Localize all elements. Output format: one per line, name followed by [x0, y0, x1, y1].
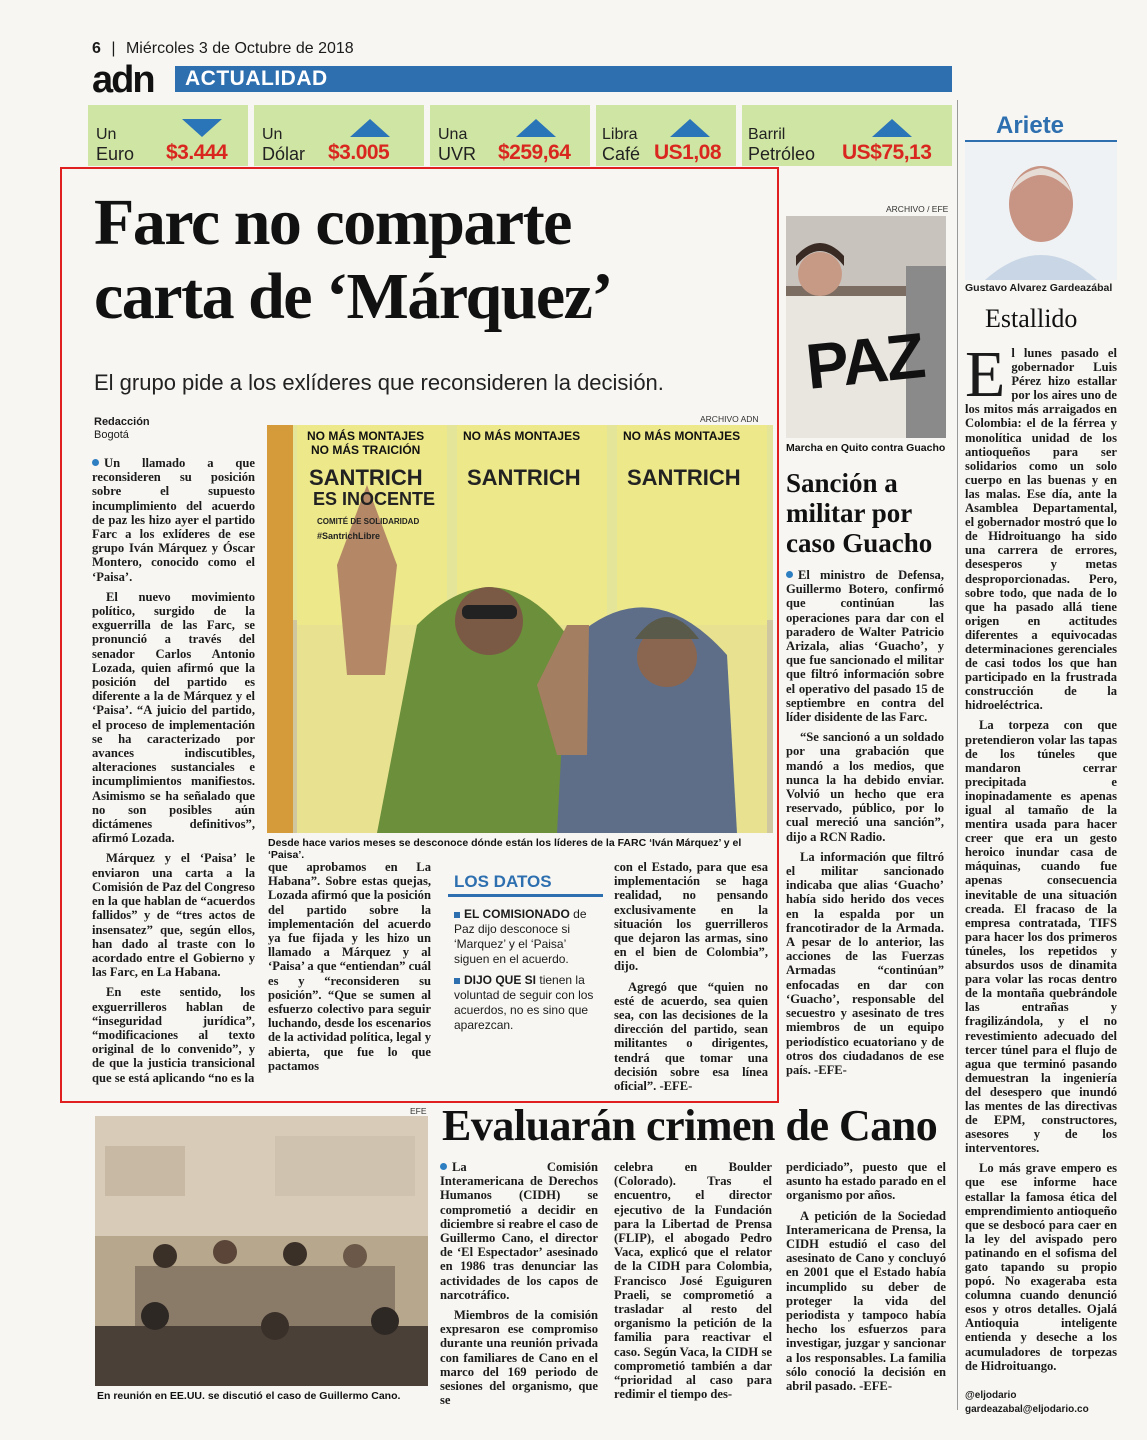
- ticker-label-1: Un: [262, 126, 283, 143]
- bottom-photo-credit: EFE: [410, 1106, 427, 1116]
- side-headline: Sanción a militar por caso Guacho: [786, 468, 933, 558]
- photo-credit: ARCHIVO ADN: [700, 414, 759, 424]
- main-column-right: [614, 860, 768, 1099]
- column-section: Ariete: [996, 112, 1065, 139]
- main-subtitle: El grupo pide a los exlíderes que reconsideren la decisión.: [94, 370, 664, 395]
- datos-item: [454, 973, 603, 1033]
- side-photo: [786, 216, 946, 438]
- main-headline: [94, 186, 764, 334]
- paragraph: En este sentido, los exguerrilleros hablan de “inseguridad jurídica”, “modificaciones al texto original de lo convenido”, y de que la justicia transicional que se está aplicando “no es la: [92, 985, 255, 1085]
- ticker-value: $259,64: [498, 141, 571, 164]
- ticker-label-1: Un: [96, 126, 117, 143]
- ticker-value: $3.005: [328, 141, 390, 164]
- paragraph: con el Estado, para que esa implementación se haga realidad, no pensando exclusivamente en la situación los guerrilleros que dejaron las armas, sino en el bien de Colombia”, dijo.: [614, 860, 768, 974]
- datos-lead: DIJO QUE SI: [464, 973, 537, 987]
- poster-text-1b: NO MÁS MONTAJES: [463, 429, 581, 443]
- ticker-value: $3.444: [166, 141, 228, 164]
- byline-author: Redacción: [94, 416, 150, 428]
- brand-logo: adn: [92, 59, 154, 101]
- dropcap: E: [965, 338, 1006, 411]
- paragraph: El nuevo movimiento político, surgido de la exguerrilla de las Farc, se pronunció a través del senador Carlos Antonio Lozada, quien afirmó que la posición del partido es diferente a la de Márquez y el ‘Paisa’. “A juicio del partido, el proceso de implementación se ha caracterizado por avances indiscutibles, alteraciones sustanciales e incumplimientos manifiestos. Asimismo se ha señalado que no son posibles aún dictámenes definitivos”, afirmó Lozada.: [92, 589, 255, 846]
- page-number: 6: [92, 40, 101, 57]
- bottom-photo: [95, 1116, 428, 1386]
- ticker-petroleo: [742, 105, 952, 166]
- paragraph: A petición de la Sociedad Interamericana de Prensa, la CIDH estudió el caso del asesinato de Cano y concluyó en 2001 que el Estado había incumplido su deber de proteger la vida del periodista y tampoco había hecho los esfuerzos para investigar, juzgar y sancionar a los responsables. La familia sólo conoció la decisión en abril pasado. -EFE-: [786, 1208, 946, 1394]
- bullet-icon: [440, 1163, 447, 1170]
- paragraph: Márquez y el ‘Paisa’ le enviaron una carta a la Comisión de Paz del Congreso en la que hablan de “acuerdos fallidos” y de “tres actos de insensatez” que, según ellos, han dado al traste con lo acordado entre el Gobierno y las Farc, en La Habana.: [92, 851, 255, 980]
- ticker-value: US1,08: [654, 141, 722, 164]
- poster-text-4: ES INOCENTE: [313, 489, 436, 509]
- bottom-photo-caption: En reunión en EE.UU. se discutió el caso de Guillermo Cano.: [97, 1390, 401, 1402]
- bottom-column-3: [786, 1160, 946, 1399]
- trend-up-icon: [670, 119, 710, 137]
- bottom-headline: Evaluarán crimen de Cano: [442, 1101, 938, 1150]
- byline-location: Bogotá: [94, 429, 129, 441]
- datos-text: de Paz dijo desconoce si ‘Marquez’ y el ‘Paisa’ siguen en el acuerdo.: [454, 907, 587, 966]
- poster-text-2: NO MÁS TRAICIÓN: [311, 443, 421, 457]
- trend-up-icon: [516, 119, 556, 137]
- section-bar: [175, 66, 952, 92]
- market-ticker: [88, 105, 952, 167]
- trend-down-icon: [182, 119, 222, 137]
- bullet-icon: [92, 459, 99, 466]
- poster-text-1c: NO MÁS MONTAJES: [623, 429, 741, 443]
- square-bullet-icon: [454, 978, 460, 984]
- column-body: [965, 338, 1117, 1379]
- page-date: Miércoles 3 de Octubre de 2018: [125, 40, 354, 57]
- paragraph: El lunes pasado el gobernador Luis Pérez hizo estallar por los aires uno de los mitos más arraigados en Colombia: el de la férrea y monolítica unidad de los antioqueños para ser solidarios como un solo cuerpo en las buenas y en las malas. Ese día, ante la Asamblea Departamental, el gobernador mostró que lo de Hidroituango ha sido una carrera de errores, desesperos y metas desproporcionadas. Pero, sobre todo, que nada de lo que ha pasado allá tiene origen en actitudes diferentes a equivocadas determinaciones gerenciales de casi todos los que han participado en la frustrada construcción de la hidroeléctrica.: [965, 338, 1117, 713]
- paragraph: Lo más grave empero es que ese informe hace estallar la famosa ética del emprendimiento antioqueño que se desbocó para caer en la ley del avispado pero patinando en el sofisma del gato tapando su propio popó. No exageraba esta columna cuando denunció esos y otros detalles. Ojalá Antioquia inteligente entienda y deseche a los acumuladores de torpezas de Hidroituango.: [965, 1161, 1117, 1373]
- ticker-cafe: [596, 105, 736, 166]
- ticker-dolar: [254, 105, 424, 166]
- paragraph: perdiciado”, puesto que el asunto ha estado parado en el organismo por años.: [786, 1160, 946, 1203]
- bullet-icon: [786, 571, 793, 578]
- ticker-euro: [88, 105, 248, 166]
- paragraph: “Se sancionó a un soldado por una grabación que mandó a los medios, que nunca la ha debido enviar. Volvió un hecho que era reservado, público, por lo cual mereció una sanción”, dijo a RCN Radio.: [786, 730, 944, 844]
- paragraph: La torpeza con que pretendieron volar las tapas de los túneles que mandaron cerrar precipitada e inopinadamente es apenas igual al tamaño de la mentira usada para hacer creer que era un gesto heroico inundar casa de máquinas, cuando fue apenas consecuencia inevitable de una situación creada. El fracaso de la empresa contratada, TIFS para hacer los dos primeros túneles, los repetidos y absurdos usos de dinamita para volar las rocas dentro de la montaña quebrándole las entrañas y fragilizándola, y el no revestimiento adecuado del tercer túnel para el flujo de agua que terminó pasando demuestran la ingeniería del desespero que inundó las mentes de las directivas de EPM, constructores, asesores y de los interventores.: [965, 718, 1117, 1156]
- headline-line-2: carta de ‘Márquez’: [94, 260, 612, 333]
- author-photo-illustration: [965, 142, 1117, 280]
- side-photo-credit: ARCHIVO / EFE: [886, 204, 949, 214]
- datos-item: [454, 907, 603, 967]
- paragraph: Miembros de la comisión expresaron ese compromiso durante una reunión privada con familiares de Cano en el marco del 169 periodo de sesiones del organismo, que se: [440, 1308, 598, 1408]
- paragraph: El ministro de Defensa, Guillermo Botero, confirmó que continúan las operaciones para dar con el paradero de Walter Patricio Arizala, alias ‘Guacho’, y que fue sancionado el militar que filtró información sobre el operativo del pasado 15 de septiembre en contra del líder disidente de las Farc.: [786, 568, 944, 725]
- trend-up-icon: [872, 119, 912, 137]
- ticker-uvr: [430, 105, 590, 166]
- side-photo-caption: Marcha en Quito contra Guacho: [786, 442, 946, 454]
- page-header: [92, 40, 952, 64]
- header-divider: |: [111, 40, 116, 57]
- datos-text: tienen la voluntad de seguir con los acuerdos, no es sino que aparezcan.: [454, 973, 594, 1032]
- datos-box: [448, 866, 603, 1046]
- paragraph: Agregó que “quien no esté de acuerdo, sea quien sea, con las decisiones de la dirección del partido, sean militantes o dirigentes, tendrá que tomar una decisión sobre esa línea oficial”. -EFE-: [614, 979, 768, 1094]
- main-photo-caption: Desde hace varios meses se desconoce dónde están los líderes de la FARC ‘Iván Márquez’ y el ‘Paisa’.: [268, 837, 742, 861]
- ticker-label-2: UVR: [438, 144, 477, 164]
- paragraph: La información que filtró el militar sancionado indicaba que alias ‘Guacho’ había sido herido dos veces en la espalda por un francotirador de la Armada. A pesar de lo anterior, las acciones de las Fuerzas Armadas “continúan” enfocadas en dar con ‘Guacho’, responsable del secuestro y asesinato de tres miembros de un equipo periodístico ecuatoriano y de otros dos ciudadanos de ese país. -EFE-: [786, 849, 944, 1077]
- paragraph: Un llamado a que reconsideren su posición sobre el supuesto incumplimiento del acuerdo de paz les hizo ayer el partido Farc a los exlíderes de ese grupo Iván Márquez y Óscar Montero, conocido como el ‘Paisa’.: [92, 456, 255, 584]
- paragraph: que aprobamos en La Habana”. Sobre estas quejas, Lozada afirmó que la posición del partido sobre la implementación del acuerdo ya fue fijada y les hizo un llamado a Márquez y al ‘Paisa’ a que “entiendan” cuál es y “reconsideren su posición”. “Que se sumen al esfuerzo colectivo para seguir luchando, desde los escenarios de la actividad política, legal y abierta, que fue lo que pactamos: [268, 860, 431, 1073]
- trend-up-icon: [350, 119, 390, 137]
- ticker-label-1: Una: [438, 126, 468, 143]
- main-column-left: [92, 456, 255, 1091]
- column-handle: @eljodario: [965, 1390, 1017, 1401]
- bottom-column-2: [614, 1160, 772, 1407]
- column-author: Gustavo Alvarez Gardeazábal: [965, 282, 1113, 294]
- ticker-label-2: Petróleo: [748, 144, 816, 164]
- ticker-label-2: Dólar: [262, 144, 306, 164]
- column-email: gardeazabal@eljodario.co: [965, 1404, 1089, 1415]
- poster-text-1: NO MÁS MONTAJES: [307, 429, 425, 443]
- poster-text-5: COMITÉ DE SOLIDARIDAD: [317, 517, 420, 526]
- bottom-column-1: [440, 1160, 598, 1413]
- datos-lead: EL COMISIONADO: [464, 907, 570, 921]
- poster-text-3: SANTRICH: [309, 465, 423, 490]
- column-divider: [957, 100, 958, 1410]
- side-column: [786, 568, 944, 1083]
- ticker-label-2: Café: [602, 144, 641, 164]
- main-column-mid: [268, 860, 431, 1079]
- square-bullet-icon: [454, 912, 460, 918]
- datos-title: LOS DATOS: [448, 866, 603, 897]
- ticker-value: US$75,13: [842, 141, 932, 164]
- poster-text-3b: SANTRICH: [467, 465, 581, 490]
- paragraph: La Comisión Interamericana de Derechos Humanos (CIDH) se comprometió a decidir en diciembre si reabre el caso de Guillermo Cano, el director de ‘El Espectador’ asesinado en 1986 tras denunciar las actividades de los capos de narcotráfico.: [440, 1160, 598, 1302]
- byline: [94, 416, 150, 442]
- author-photo: [965, 142, 1117, 280]
- column-title: Estallido: [985, 304, 1078, 333]
- paragraph: celebra en Boulder (Colorado). Tras el encuentro, el director ejecutivo de la Fundación para la Libertad de Prensa (FLIP), el abogado Pedro Vaca, explicó que el relator de la CIDH para Colombia, Francisco José Eguiguren Praeli, se comprometió a trasladar al resto del organismo la petición de la familia para reactivar el caso. Según Vaca, la CIDH se comprometió también a dar “prioridad al caso para redimir el tiempo des-: [614, 1160, 772, 1402]
- section-title: ACTUALIDAD: [185, 67, 328, 90]
- poster-text-3c: SANTRICH: [627, 465, 741, 490]
- ticker-label-1: Libra: [602, 126, 638, 143]
- ticker-label-2: Euro: [96, 144, 135, 164]
- bottom-photo-illustration: [95, 1116, 428, 1386]
- ticker-label-1: Barril: [748, 126, 786, 143]
- main-photo: [267, 425, 773, 833]
- headline-line-1: Farc no comparte: [94, 186, 571, 259]
- side-poster-text: PAZ: [802, 319, 927, 403]
- poster-text-6: #SantrichLibre: [317, 531, 381, 541]
